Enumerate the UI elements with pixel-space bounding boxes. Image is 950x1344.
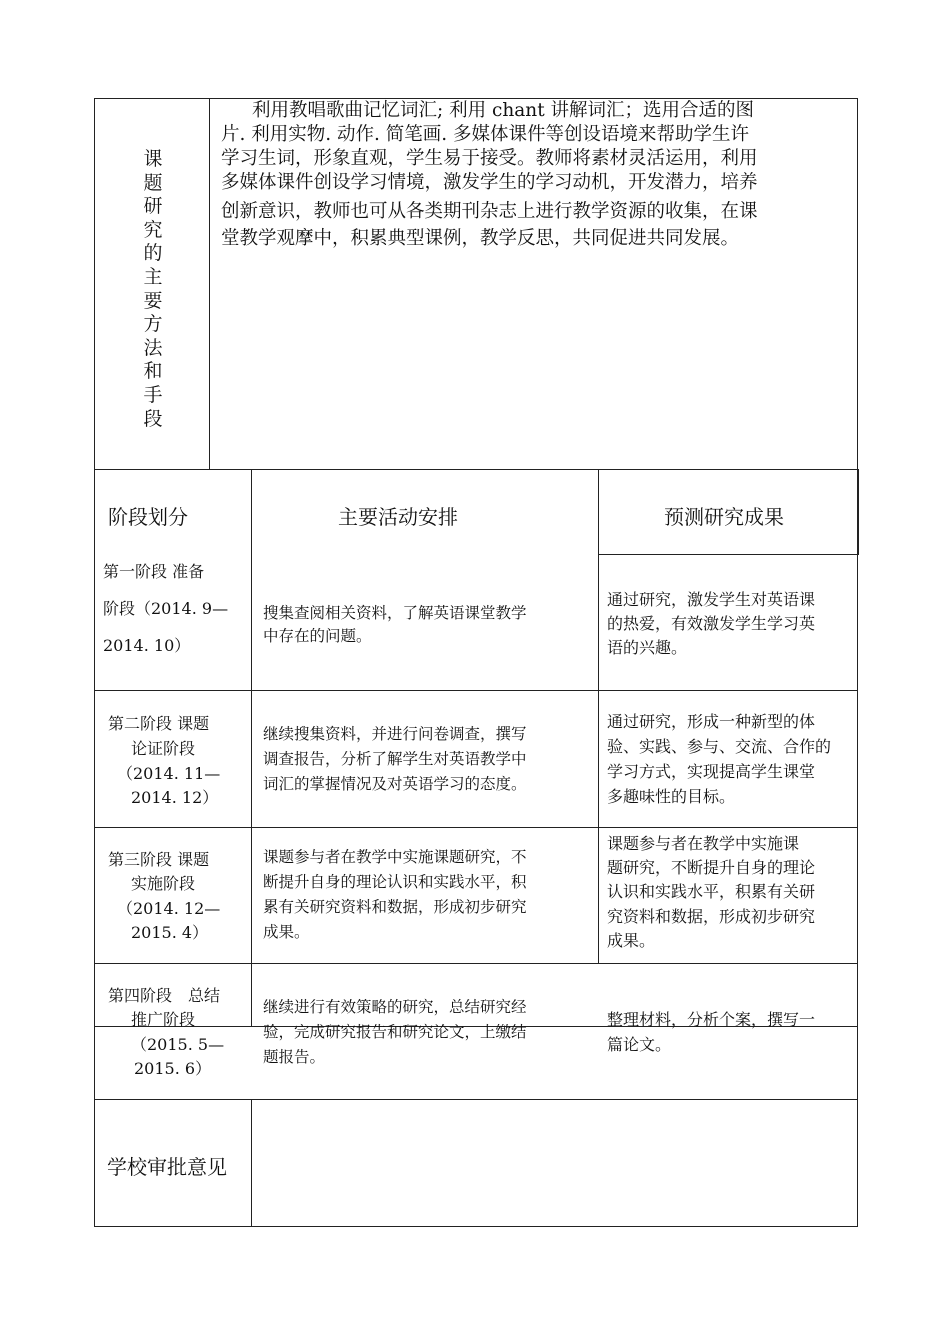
result-cell-line: 题研究，不断提升自身的理论 [607, 858, 816, 877]
column-divider [251, 469, 252, 1027]
activity-cell-line: 验，完成研究报告和研究论文，上缴结 [263, 1023, 527, 1041]
activity-cell-line: 调查报告，分析了解学生对英语教学中 [263, 750, 527, 768]
approval-right-border [857, 1026, 858, 1226]
method-paragraph-line: 利用教唱歌曲记忆词汇; 利用 chant 讲解词汇；选用合适的图 [252, 100, 755, 121]
result-cell-line: 整理材料，分析个案，撰写一 [607, 1010, 816, 1029]
row-divider [94, 469, 859, 470]
activity-cell-line: 继续进行有效策略的研究，总结研究经 [263, 998, 527, 1016]
result-cell-line: 课题参与者在教学中实施课 [607, 834, 800, 853]
activity-cell-line: 题报告。 [263, 1048, 326, 1066]
method-paragraph-line: 多媒体课件创设学习情境，激发学生的学习动机，开发潜力，培养 [221, 172, 758, 193]
approval-left-border [94, 1026, 95, 1226]
stage-cell-line: （2015. 5— [131, 1035, 225, 1054]
stage-cell-line: 2015. 6） [134, 1059, 212, 1078]
activity-cell-line: 累有关研究资料和数据，形成初步研究 [263, 898, 527, 916]
result-cell-line: 认识和实践水平，积累有关研 [607, 882, 816, 901]
stage-cell-line: 第一阶段 准备 [103, 562, 205, 581]
stage-cell-line: 第四阶段 总结 [108, 986, 221, 1005]
stage-cell-line: 论证阶段 [131, 739, 196, 758]
method-section-label: 课 题 研 究 的 主 要 方 法 和 手 段 [143, 148, 163, 430]
method-paragraph-line: 学习生词，形象直观，学生易于接受。教师将素材灵活运用，利用 [221, 148, 758, 169]
approval-label: 学校审批意见 [107, 1155, 227, 1179]
header-activity: 主要活动安排 [338, 505, 458, 529]
stage-cell-line: 2015. 4） [131, 923, 209, 942]
approval-divider [251, 1099, 252, 1226]
method-paragraph-line: 创新意识，教师也可从各类期刊杂志上进行教学资源的收集，在课 [221, 201, 758, 222]
table-border-right [857, 98, 858, 1027]
result-cell-line: 究资料和数据，形成初步研究 [607, 907, 816, 926]
activity-cell-line: 断提升自身的理论认识和实践水平，积 [263, 873, 527, 891]
stage-cell-line: 第二阶段 课题 [108, 714, 210, 733]
stage-cell-line: 实施阶段 [131, 874, 196, 893]
result-cell-line: 通过研究，激发学生对英语课 [607, 590, 816, 609]
activity-cell-line: 继续搜集资料，并进行问卷调查，撰写 [263, 725, 527, 743]
row-divider [598, 554, 859, 555]
result-cell-line: 多趣味性的目标。 [607, 787, 736, 806]
stage-cell-line: （2014. 11— [117, 764, 221, 783]
stage-cell-line: 2014. 10） [103, 636, 191, 655]
activity-cell-line: 成果。 [263, 923, 310, 941]
activity-cell-line: 词汇的掌握情况及对英语学习的态度。 [263, 775, 527, 793]
result-cell-line: 通过研究，形成一种新型的体 [607, 712, 816, 731]
activity-cell-line: 课题参与者在教学中实施课题研究，不 [263, 848, 527, 866]
result-cell-line: 验、实践、参与、交流、合作的 [607, 737, 832, 756]
row-divider [94, 827, 858, 828]
stage-cell-line: 推广阶段 [131, 1010, 196, 1029]
activity-cell-line: 中存在的问题。 [263, 627, 372, 645]
stage-cell-line: 阶段（2014. 9— [103, 599, 229, 618]
result-cell-line: 语的兴趣。 [607, 638, 688, 657]
method-paragraph-line: 片. 利用实物. 动作. 简笔画. 多媒体课件等创设语境来帮助学生许 [221, 124, 750, 145]
result-cell-line: 的热爱，有效激发学生学习英 [607, 614, 816, 633]
result-cell-line: 成果。 [607, 931, 656, 950]
approval-top-border [94, 1099, 858, 1100]
result-cell-line: 学习方式，实现提高学生课堂 [607, 762, 816, 781]
stage-cell-line: 第三阶段 课题 [108, 850, 210, 869]
column-divider [598, 469, 599, 963]
column-divider [858, 469, 859, 555]
table-border-left [94, 98, 95, 1027]
row-divider [94, 963, 858, 964]
stage-cell-line: （2014. 12— [117, 899, 221, 918]
header-stage: 阶段划分 [108, 505, 188, 529]
row-divider [94, 690, 858, 691]
activity-cell-line: 搜集查阅相关资料，了解英语课堂教学 [263, 604, 527, 622]
header-result: 预测研究成果 [664, 505, 784, 529]
approval-bottom-border [94, 1226, 858, 1227]
stage-cell-line: 2014. 12） [131, 788, 219, 807]
result-cell-line: 篇论文。 [607, 1035, 672, 1054]
method-paragraph-line: 堂教学观摩中，积累典型课例，教学反思，共同促进共同发展。 [221, 228, 740, 249]
method-divider [209, 98, 210, 469]
